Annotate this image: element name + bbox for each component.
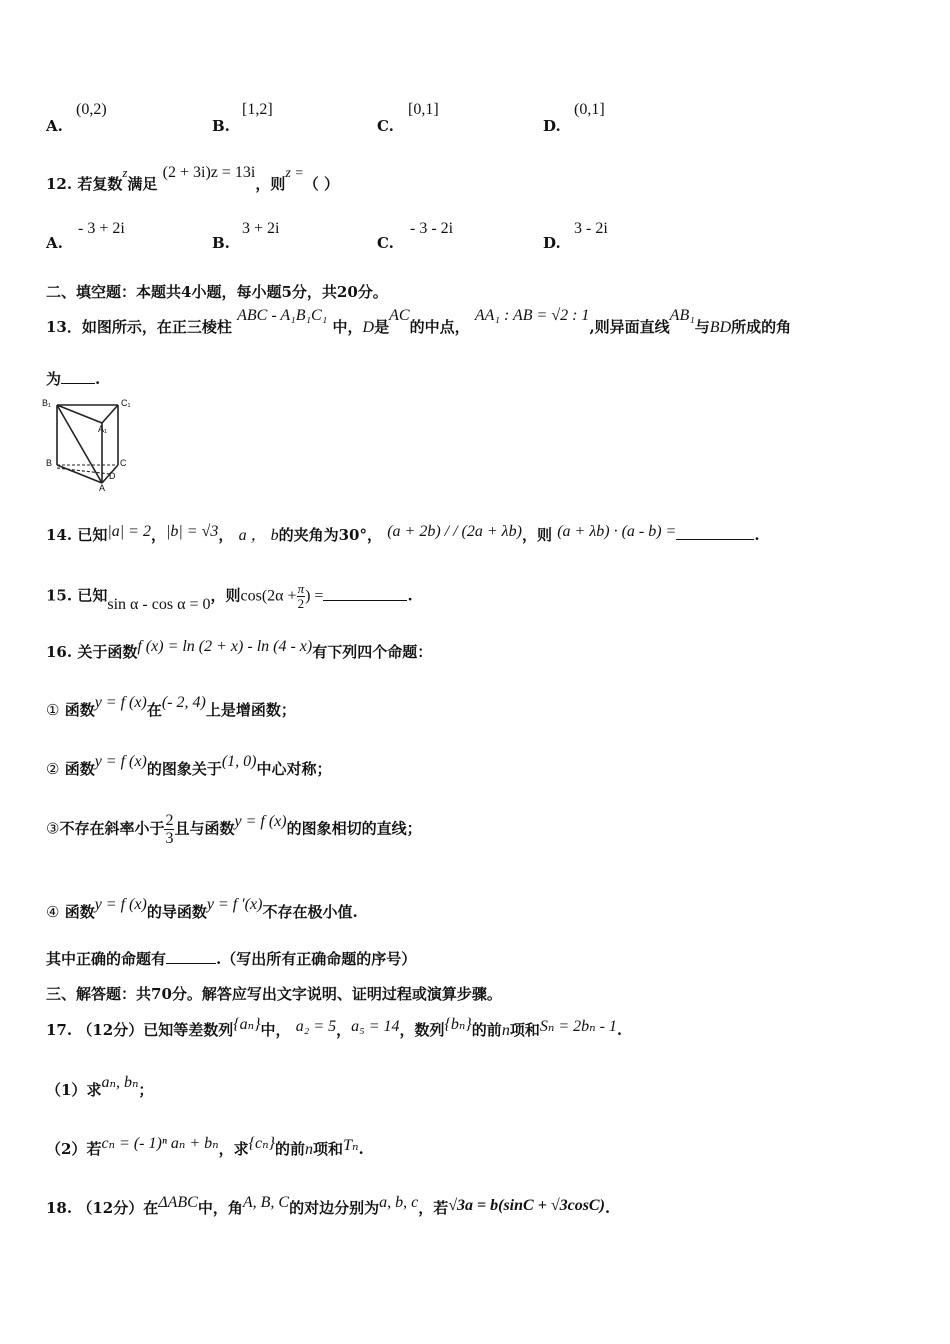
q17-p2-text: 若: [86, 1140, 102, 1158]
q16-s2-point: (1, 0): [221, 753, 257, 770]
q12-option-c-letter: C.: [377, 234, 394, 252]
q16-s4-derivative: y = f ′(x): [206, 896, 263, 913]
q14-dot-product: (a + λb) · (a - b) =: [557, 523, 677, 540]
q12-answer-expr: z =: [285, 166, 304, 181]
q12-text: 若复数: [77, 175, 123, 193]
q16-s3-fraction: [164, 812, 174, 847]
q13-text: 为: [46, 370, 62, 388]
q16-s1-text: 在: [146, 701, 162, 719]
q11-option-d-value: (0,1]: [574, 101, 605, 118]
q12-option-d-letter: D.: [543, 234, 561, 252]
q12-number: 12.: [46, 175, 73, 193]
q15-fraction: [297, 582, 306, 611]
q17-p2-text: .: [358, 1140, 364, 1158]
q11-option-b-value: [1,2]: [242, 101, 273, 118]
q12-stem: [46, 164, 340, 194]
q15-text: ，则: [210, 586, 241, 605]
q12-option-b-value: 3 + 2i: [242, 220, 280, 237]
q16-s4-function: y = f (x): [94, 896, 147, 913]
q16-s3-function: y = f (x): [234, 812, 287, 830]
q16-function: f (x) = ln (2 + x) - ln (4 - x): [137, 638, 313, 655]
q13-text: 中，: [332, 318, 363, 336]
q13-stem: [46, 307, 792, 337]
q16-statement-3: [46, 812, 422, 847]
q17-a2: a₂ = 5: [295, 1018, 337, 1035]
q17-p2-text: 项和: [313, 1140, 344, 1158]
q16-text: 有下列四个命题：: [312, 643, 433, 661]
q11-option-a-value: (0,2): [76, 101, 107, 118]
q16-s3-text: 且与函数: [174, 819, 235, 838]
q14-norm-a: |a| = 2: [107, 523, 151, 540]
q17-p2-number: （2）: [46, 1140, 87, 1158]
q16-s4-text: 函数: [64, 903, 95, 921]
q11-option-c-letter: C.: [377, 117, 394, 135]
q16-statement-2: [46, 753, 332, 779]
q18-angles: A, B, C: [242, 1194, 290, 1211]
q14-parallel-condition: (a + 2b) / / (2a + λb): [387, 523, 522, 540]
q17-a5: a₅ = 14: [351, 1018, 400, 1035]
q13-label-b1: B₁: [42, 398, 52, 408]
q16-s1-text: 函数: [64, 701, 95, 719]
q15-condition: sin α - cos α = 0: [107, 595, 211, 613]
q18-text: 的对边分别为: [289, 1199, 380, 1217]
q16-s4-text: 不存在极小值.: [262, 903, 358, 921]
q13-text: 是: [374, 318, 390, 336]
q11-option-d-letter: D.: [543, 117, 561, 135]
q18-number: 18.: [46, 1199, 73, 1217]
q16-s1-function: y = f (x): [94, 694, 147, 711]
section-solve-heading: 三、解答题：共70分。解答应写出文字说明、证明过程或演算步骤。: [46, 985, 502, 1003]
q16-s1-mark: ①: [46, 701, 60, 719]
q16-number: 16.: [46, 643, 73, 661]
q15-cos-expr: cos(2α +: [240, 587, 297, 605]
q12-option-b-letter: B.: [212, 234, 230, 252]
q15-text: .: [407, 586, 413, 605]
q17-part-1: [46, 1074, 154, 1100]
q16-s4-text: 的导函数: [146, 903, 207, 921]
q13-text: 所成的角: [731, 318, 792, 336]
q17-p2-tn: Tₙ: [343, 1137, 359, 1154]
q15-cos-expr-end: ) =: [305, 587, 324, 605]
q13-ratio: AA₁ : AB = √2 : 1: [474, 307, 590, 324]
q17-p1-text: 求: [86, 1081, 102, 1099]
q17-text: 中，: [260, 1021, 291, 1039]
q13-point-d: D: [362, 319, 375, 336]
q12-text: 满足: [127, 175, 158, 193]
q13-stem-cont: [46, 368, 100, 389]
q16-s1-text: 上是增函数；: [205, 701, 296, 719]
q13-label-d: D: [109, 471, 116, 481]
q18-equation: √3a = b(sinC + √3cosC): [448, 1197, 605, 1214]
q12-equation: (2 + 3i)z = 13i: [162, 164, 256, 181]
q18-text: 在: [143, 1199, 159, 1217]
q11-option-a-letter: A.: [46, 117, 63, 135]
q16-text: .（写出所有正确命题的序号）: [216, 950, 417, 968]
q13-text: 的中点，: [409, 318, 470, 336]
q13-text: 与: [694, 318, 710, 336]
q13-segment-bd: BD: [709, 319, 732, 336]
q13-label-c: C: [120, 458, 127, 468]
q11-option-c-value: [0,1]: [408, 101, 439, 118]
q16-s2-function: y = f (x): [94, 753, 147, 770]
q17-text: 已知等差数列: [143, 1021, 234, 1039]
q14-text: .: [754, 526, 760, 544]
q12-var-z: z: [122, 165, 128, 180]
q16-s3-text: 不存在斜率小于: [59, 819, 165, 838]
q17-stem: 17. （12分）已知等差数列{aₙ}中， a₂ = 5，a₅ = 14，数列{bₙ}的前n项和Sₙ = 2bₙ - 1.: [46, 1016, 623, 1039]
q18-sides: a, b, c: [379, 1194, 419, 1211]
q17-p2-text: ，求: [218, 1140, 249, 1158]
q16-s3-text: 的图象相切的直线；: [286, 819, 422, 838]
q14-text: 的夹角为30°，: [278, 526, 382, 544]
q17-n: n: [501, 1022, 510, 1039]
q16-statement-1: [46, 694, 296, 720]
q14-text: 已知: [77, 526, 108, 544]
q17-text: 的前: [471, 1021, 502, 1039]
q16-s3-mark: ③: [46, 819, 60, 838]
q17-p2-expr: cₙ = (- 1)ⁿ aₙ + bₙ: [101, 1135, 219, 1152]
q17-p1-number: （1）: [46, 1081, 87, 1099]
q12-option-a-value: - 3 + 2i: [78, 220, 125, 237]
q13-label-c1: C₁: [121, 398, 131, 408]
q17-p2-n: n: [305, 1141, 314, 1158]
q13-segment-ac: AC: [389, 307, 410, 324]
q12-option-a-letter: A.: [46, 234, 63, 252]
q18-score: （12分）: [77, 1199, 144, 1217]
q17-p2-text: 的前: [275, 1140, 306, 1158]
q14-number: 14.: [46, 526, 73, 544]
q15-answer-blank[interactable]: [323, 586, 407, 601]
q17-text: ，数列: [399, 1021, 445, 1039]
q12-answer-paren: （ ）: [303, 175, 340, 193]
q18-text: .: [604, 1199, 611, 1217]
q14-text: ，则: [521, 526, 552, 544]
q16-answer-blank[interactable]: [166, 949, 216, 964]
q16-statement-4: [46, 896, 358, 922]
q15-two: 2: [297, 596, 305, 611]
q17-score: （12分）: [77, 1021, 144, 1039]
q17-p1-text: ；: [138, 1081, 154, 1099]
q17-p2-seq-c: {cₙ}: [248, 1135, 276, 1152]
q13-answer-blank[interactable]: [61, 369, 95, 384]
q13-label-b: B: [46, 458, 53, 468]
q17-p1-expr: aₙ, bₙ: [101, 1074, 139, 1091]
q16-s2-mark: ②: [46, 760, 60, 778]
q17-sum: Sₙ = 2bₙ - 1: [539, 1018, 617, 1035]
q16-text: 关于函数: [77, 643, 138, 661]
q13-prism-figure: [42, 395, 137, 491]
q15-number: 15.: [46, 586, 73, 605]
q18-stem: [46, 1194, 611, 1218]
q16-stem: [46, 638, 433, 662]
q11-option-b-letter: B.: [212, 117, 230, 135]
q16-s4-mark: ④: [46, 903, 60, 921]
q16-s3-denominator: 3: [165, 830, 174, 847]
q13-segment-ab1: AB₁: [669, 307, 695, 324]
q12-option-d-value: 3 - 2i: [574, 220, 608, 237]
q15-text: 已知: [77, 586, 108, 605]
q13-text: ,则异面直线: [589, 318, 670, 336]
q16-s2-text: 中心对称；: [256, 760, 332, 778]
q17-number: 17.: [46, 1021, 73, 1039]
q18-text: 中，角: [197, 1199, 243, 1217]
q16-s2-text: 函数: [64, 760, 95, 778]
q13-number: 13．: [46, 318, 82, 336]
q13-text: 如图所示，在正三棱柱: [81, 318, 232, 336]
q17-text: 项和: [509, 1021, 540, 1039]
q13-label-a: A: [99, 483, 106, 491]
q14-norm-b: |b| = √3: [165, 523, 219, 540]
q12-option-c-value: - 3 - 2i: [410, 220, 454, 237]
q14-vectors: a ， b: [238, 527, 279, 544]
q16-text: 其中正确的命题有: [46, 950, 167, 968]
q17-seq-a: {aₙ}: [233, 1016, 261, 1033]
q16-s1-interval: (- 2, 4): [161, 694, 206, 711]
q15-stem: [46, 582, 413, 611]
q14-stem: 14. 已知|a| = 2，|b| = √3， a ， b的夹角为30°， (a + 2b) / / (2a + λb)，则 (a + λb) · (a - b) = .: [46, 523, 760, 544]
q18-text: ，若: [418, 1199, 449, 1217]
q16-answer-line: [46, 948, 416, 969]
q13-prism: ABC - A₁B₁C₁: [237, 307, 328, 324]
q14-answer-blank[interactable]: [676, 525, 754, 540]
q13-text: .: [95, 370, 101, 388]
section-fill-in-heading: 二、填空题：本题共4小题，每小题5分，共20分。: [46, 283, 388, 301]
q12-text: ，则: [255, 175, 286, 193]
q17-part-2: [46, 1135, 364, 1159]
q18-triangle: ΔABC: [158, 1194, 198, 1211]
q15-pi: π: [297, 581, 305, 596]
q13-label-a1: A₁: [98, 424, 108, 434]
q17-seq-b: {bₙ}: [444, 1016, 472, 1033]
q16-s2-text: 的图象关于: [146, 760, 222, 778]
q16-s3-numerator: 2: [165, 812, 174, 829]
